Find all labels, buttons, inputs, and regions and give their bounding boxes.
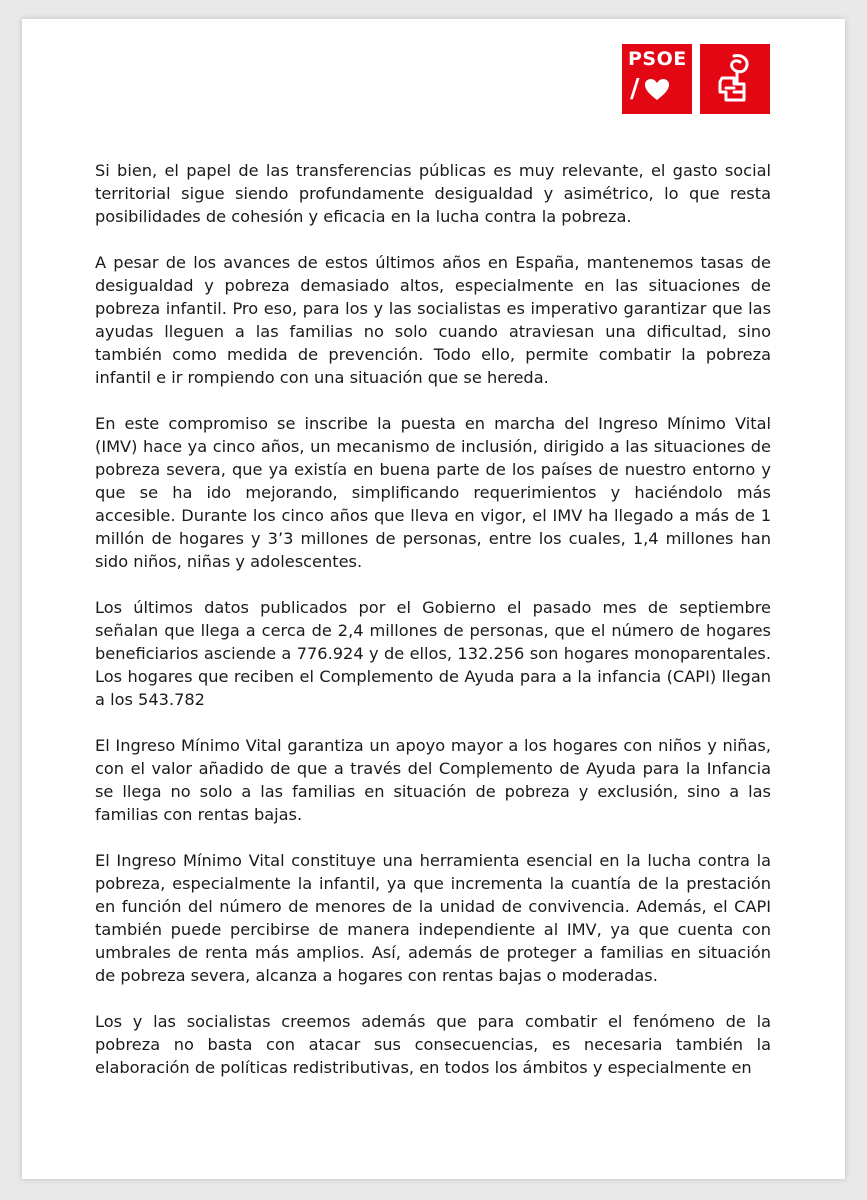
psoe-logo-text: PSOE — [628, 48, 687, 70]
psoe-logo — [622, 44, 770, 114]
psoe-logo-slash: / — [630, 74, 640, 104]
paragraph-1: Si bien, el papel de las transferencias públicas es muy relevante, el gasto social territorial sigue siendo profundamente desigualdad y asimétrico, lo que resta posibilidades de cohesión y eficacia en la lucha contra la pobreza. — [95, 161, 771, 226]
paragraph-2: A pesar de los avances de estos últimos años en España, mantenemos tasas de desigualdad y pobreza demasiado altos, especialmente en las situaciones de pobreza infantil. Pro eso, para los y las socialistas es imperativo garantizar que las ayudas lleguen a las familias no solo cuando atraviesan una dificultad, sino también como medida de prevención. Todo ello, permite combatir la pobreza infantil e ir rompiendo con una situación que se hereda. — [95, 253, 771, 387]
heart-icon — [644, 78, 670, 107]
paragraph-6: El Ingreso Mínimo Vital constituye una herramienta esencial en la lucha contra la pobreza, especialmente la infantil, ya que incrementa la cuantía de la prestación en función del número de menores de la unidad de convivencia. Además, el CAPI también puede percibirse de manera independiente al IMV, ya que cuenta con umbrales de renta más amplios. Así, además de proteger a familias en situación de pobreza severa, alcanza a hogares con rentas bajas o moderadas. — [95, 851, 771, 985]
document-page — [22, 19, 845, 1179]
paragraph-5: El Ingreso Mínimo Vital garantiza un apoyo mayor a los hogares con niños y niñas, con el valor añadido de que a través del Complemento de Ayuda para la Infancia se llega no solo a las familias en situación de pobreza y exclusión, sino a las familias con rentas bajas. — [95, 736, 771, 824]
document-body — [95, 159, 771, 1102]
psoe-logo-text-box — [622, 44, 692, 114]
psoe-fist-rose-box — [700, 44, 770, 114]
paragraph-4: Los últimos datos publicados por el Gobierno el pasado mes de septiembre señalan que llega a cerca de 2,4 millones de personas, que el número de hogares beneficiarios asciende a 776.924 y de ellos, 132.256 son hogares monoparentales. Los hogares que reciben el Complemento de Ayuda para a la infancia (CAPI) llegan a los 543.782 — [95, 598, 771, 709]
fist-rose-icon — [712, 52, 758, 111]
paragraph-3: En este compromiso se inscribe la puesta en marcha del Ingreso Mínimo Vital (IMV) hace ya cinco años, un mecanismo de inclusión, dirigido a las situaciones de pobreza severa, que ya existía en buena parte de los países de nuestro entorno y que se ha ido mejorando, simplificando requerimientos y haciéndolo más accesible. Durante los cinco años que lleva en vigor, el IMV ha llegado a más de 1 millón de hogares y 3’3 millones de personas, entre los cuales, 1,4 millones han sido niños, niñas y adolescentes. — [95, 414, 771, 571]
paragraph-7: Los y las socialistas creemos además que para combatir el fenómeno de la pobreza no basta con atacar sus consecuencias, es necesaria también la elaboración de políticas redistributivas, en todos los ámbitos y especialmente en — [95, 1012, 771, 1077]
